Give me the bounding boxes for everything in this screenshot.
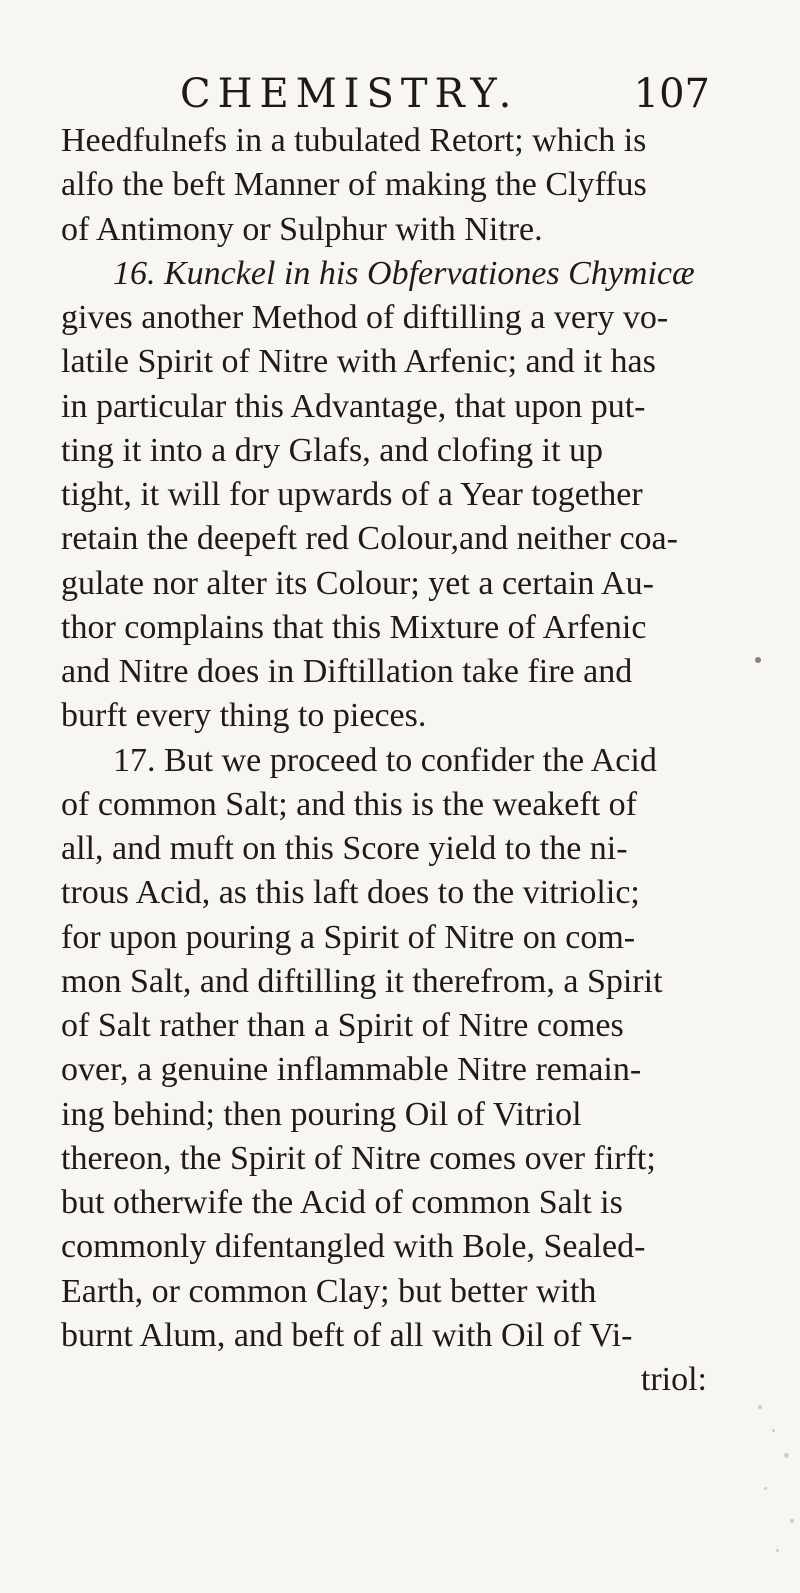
text-line-21: of Salt rather than a Spirit of Nitre comes <box>61 1007 624 1044</box>
paper-speck <box>772 1429 775 1432</box>
page-number: 107 <box>633 71 710 117</box>
text-line-18: trous Acid, as this laft does to the vitriolic; <box>61 874 640 912</box>
text-line-11: gulate nor alter its Colour; yet a certain Au- <box>61 564 654 602</box>
text-line-16: of common Salt; and this is the weakeft of <box>61 785 637 823</box>
text-line-27: Earth, or common Clay; but better with <box>61 1272 597 1310</box>
paper-speck <box>764 1487 767 1490</box>
text-line-13: and Nitre does in Diftillation take fire and <box>61 653 633 690</box>
text-line-9: tight, it will for upwards of a Year together <box>61 476 643 513</box>
text-line-23: ing behind; then pouring Oil of Vitriol <box>61 1095 582 1133</box>
text-line-20: mon Salt, and diftilling it therefrom, a Spirit <box>61 962 663 1000</box>
text-line-8: ting it into a dry Glafs, and clofing it up <box>61 431 604 469</box>
text-line-1: Heedfulnefs in a tubulated Retort; which is <box>61 122 647 159</box>
paper-speck <box>776 1549 779 1552</box>
paper-speckles <box>700 1373 800 1593</box>
text-line-26: commonly difentangled with Bole, Sealed- <box>61 1228 646 1266</box>
header-title: CHEMISTRY. <box>180 71 519 117</box>
text-line-24: thereon, the Spirit of Nitre comes over firft; <box>61 1139 656 1177</box>
paper-speck <box>758 1405 762 1409</box>
text-line-10: retain the deepeft red Colour,and neither coa- <box>61 520 678 558</box>
text-line-28: burnt Alum, and beft of all with Oil of Vi- <box>61 1316 633 1354</box>
text-line-22: over, a genuine inflammable Nitre remain- <box>61 1051 642 1089</box>
text-line-25: but otherwife the Acid of common Salt is <box>61 1184 623 1221</box>
paper-speck <box>790 1519 794 1523</box>
text-line-12: thor complains that this Mixture of Arfenic <box>61 608 647 646</box>
text-line-2: alfo the beft Manner of making the Clyffus <box>61 166 647 204</box>
text-line-7: in particular this Advantage, that upon put- <box>61 387 646 425</box>
text-line-14: burft every thing to pieces. <box>61 697 427 735</box>
body-text <box>61 119 711 1402</box>
text-line-17: all, and muft on this Score yield to the ni- <box>61 830 628 867</box>
margin-speck <box>755 657 761 663</box>
text-line-4: 16. Kunckel in his Obfervationes Chymicæ <box>113 254 695 292</box>
running-header <box>180 71 720 124</box>
text-line-5: gives another Method of diftilling a very vo- <box>61 299 669 336</box>
text-line-29: triol: <box>640 1361 707 1398</box>
paper-speck <box>784 1453 789 1458</box>
text-line-15: 17. But we proceed to confider the Acid <box>113 741 657 779</box>
text-line-6: latile Spirit of Nitre with Arfenic; and it has <box>61 343 656 381</box>
text-line-3: of Antimony or Sulphur with Nitre. <box>61 210 543 248</box>
text-line-19: for upon pouring a Spirit of Nitre on com- <box>61 918 636 956</box>
